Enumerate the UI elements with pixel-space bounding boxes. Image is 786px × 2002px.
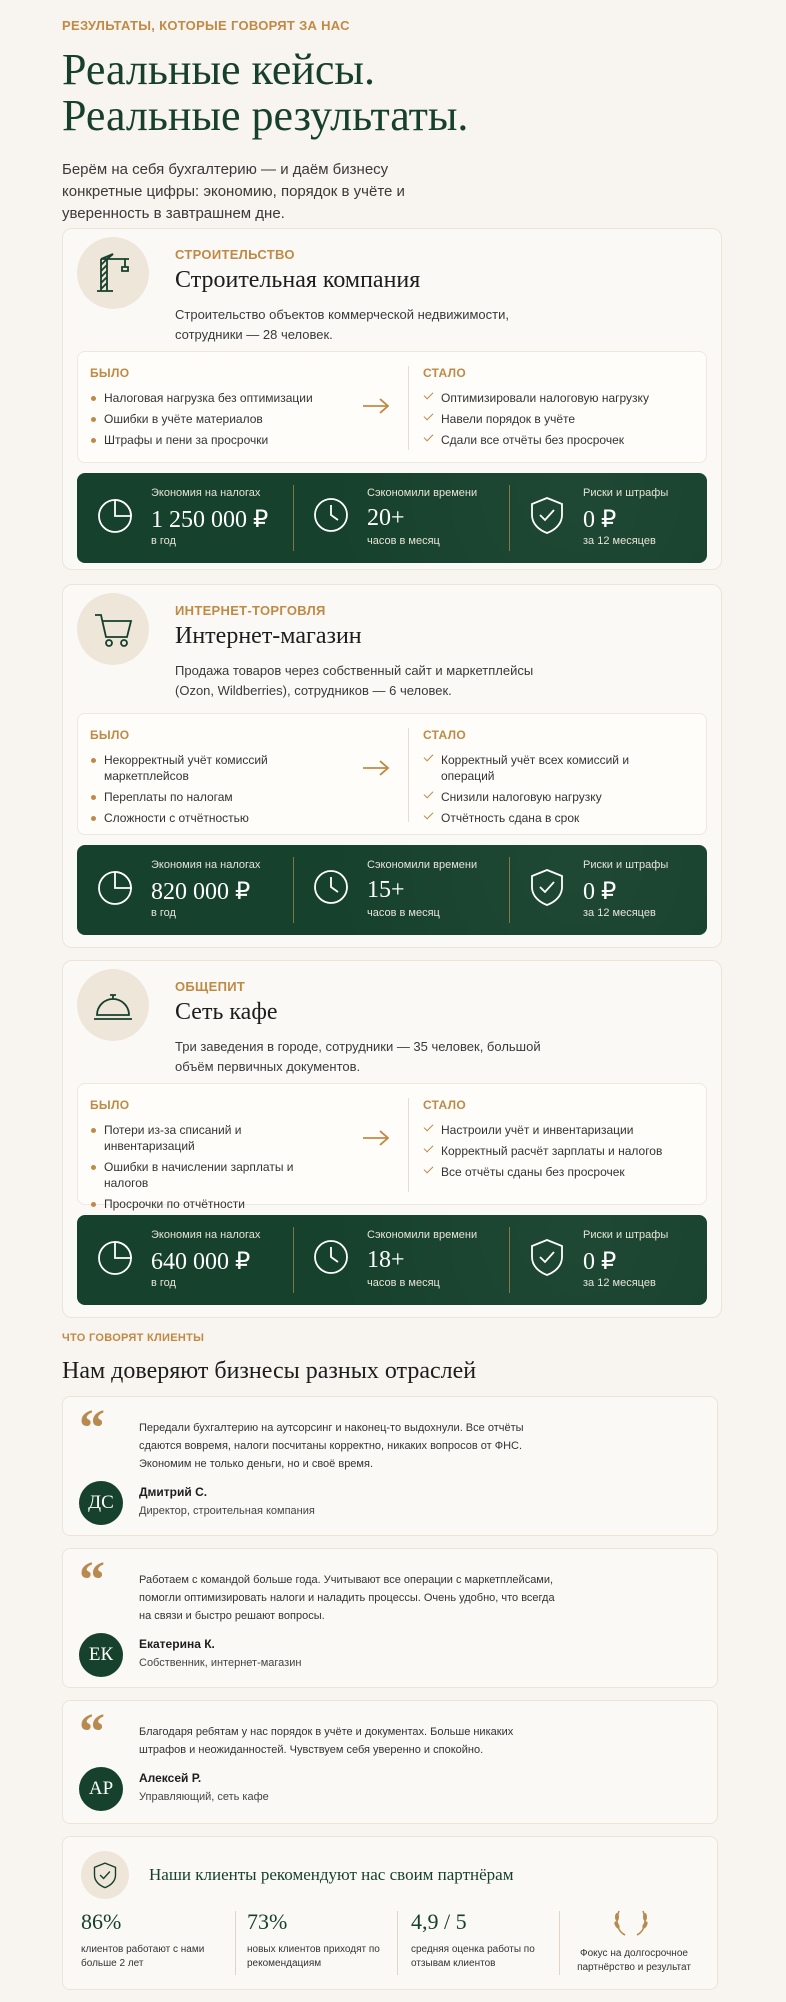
- stat-value: 820 000 ₽: [151, 879, 251, 905]
- stat-label: клиентов работают с нами больше 2 лет: [81, 1944, 205, 1969]
- partnership-label: Фокус на долгосрочное партнёрство и результат: [577, 1948, 691, 1973]
- testimonials-header: [62, 1332, 722, 1385]
- avatar: ЕК: [79, 1633, 123, 1677]
- case-category: ОБЩЕПИТ: [175, 979, 246, 994]
- after-heading: СТАЛО: [423, 366, 467, 380]
- stat-value: 4,9 / 5: [411, 1909, 467, 1934]
- after-item: Отчётность сдана в срок: [423, 810, 633, 826]
- shield-check-icon: [81, 1851, 129, 1899]
- quote-icon: “: [79, 1704, 105, 1761]
- pie-chart-icon: [95, 867, 135, 907]
- author-name: Дмитрий С.: [139, 1485, 208, 1499]
- stat-label: Риски и штрафы: [583, 859, 669, 871]
- hero-section: [62, 18, 622, 225]
- stat-value: 18+: [367, 1247, 405, 1273]
- before-after-panel: [77, 713, 707, 835]
- tax-savings-stat: [77, 1215, 287, 1305]
- after-item: Настроили учёт и инвентаризации: [423, 1122, 683, 1138]
- before-item: Сложности с отчётностью: [90, 810, 290, 826]
- author-name: Екатерина К.: [139, 1637, 215, 1651]
- hero-title-line1: Реальные кейсы.: [62, 45, 375, 94]
- stat-label: средняя оценка работы по отзывам клиентов: [411, 1944, 535, 1969]
- avatar: АР: [79, 1767, 123, 1811]
- stat-value: 0 ₽: [583, 879, 617, 905]
- laurel-icon: [611, 1907, 651, 1937]
- before-item: Ошибки в учёте материалов: [90, 411, 350, 427]
- after-item: Корректный расчёт зарплаты и налогов: [423, 1143, 683, 1159]
- before-heading: БЫЛО: [90, 728, 130, 742]
- clock-icon: [311, 495, 351, 535]
- stat-value: 20+: [367, 505, 405, 531]
- author-role: Директор, строительная компания: [139, 1505, 315, 1517]
- stat-sub: часов в месяц: [367, 535, 440, 547]
- stat-label: Риски и штрафы: [583, 487, 669, 499]
- testimonial-card: [62, 1396, 718, 1536]
- before-column: [90, 366, 350, 453]
- crane-icon: [77, 237, 149, 309]
- shield-check-icon: [527, 1237, 567, 1277]
- before-item: Ошибки в начислении зарплаты и налогов: [90, 1159, 300, 1191]
- case-header: [63, 961, 721, 1083]
- before-item: Штрафы и пени за просрочки: [90, 432, 350, 448]
- case-title: Интернет-магазин: [175, 623, 362, 649]
- after-item: Навели порядок в учёте: [423, 411, 683, 427]
- time-saved-stat: [293, 845, 503, 935]
- stat-sub: часов в месяц: [367, 1277, 440, 1289]
- clock-icon: [311, 867, 351, 907]
- retention-stat: [81, 1909, 241, 1971]
- referral-stat: [247, 1909, 407, 1971]
- case-description: Продажа товаров через собственный сайт и маркетплейсы (Ozon, Wildberries), сотрудников — 6 человек.: [175, 663, 534, 698]
- risk-stat: [509, 473, 719, 563]
- stat-sub: часов в месяц: [367, 907, 440, 919]
- after-item: Оптимизировали налоговую нагрузку: [423, 390, 683, 406]
- before-heading: БЫЛО: [90, 1098, 130, 1112]
- tax-savings-stat: [77, 845, 287, 935]
- shield-check-icon: [527, 867, 567, 907]
- stat-label: Сэкономили времени: [367, 859, 478, 871]
- results-panel: [77, 1215, 707, 1305]
- results-panel: [77, 473, 707, 563]
- testimonial-text: Благодаря ребятам у нас порядок в учёте и документах. Больше никаких штрафов и неожиданностей. Чувствуем себя уверенно и спокойно.: [139, 1726, 514, 1756]
- hero-title: [62, 47, 622, 139]
- stat-value: 0 ₽: [583, 1249, 617, 1275]
- before-item: Переплаты по налогам: [90, 789, 290, 805]
- after-item: Корректный учёт всех комиссий и операций: [423, 752, 633, 784]
- avatar: ДС: [79, 1481, 123, 1525]
- stat-label: Экономия на налогах: [151, 1229, 261, 1241]
- case-card-catering: [62, 960, 722, 1318]
- before-after-panel: [77, 1083, 707, 1211]
- stat-value: 73%: [247, 1909, 288, 1934]
- before-column: [90, 728, 290, 831]
- recommendation-title: Наши клиенты рекомендуют нас своим партнёрам: [149, 1865, 514, 1884]
- author-name: Алексей Р.: [139, 1771, 202, 1785]
- recommendation-panel: [62, 1836, 718, 1990]
- testimonial-card: [62, 1700, 718, 1824]
- after-column: [423, 366, 683, 453]
- after-heading: СТАЛО: [423, 1098, 467, 1112]
- testimonials-eyebrow: ЧТО ГОВОРЯТ КЛИЕНТЫ: [62, 1332, 205, 1344]
- tax-savings-stat: [77, 473, 287, 563]
- time-saved-stat: [293, 1215, 503, 1305]
- case-title: Сеть кафе: [175, 999, 278, 1025]
- before-item: Потери из-за списаний и инвентаризаций: [90, 1122, 300, 1154]
- stat-value: 640 000 ₽: [151, 1249, 251, 1275]
- stat-value: 15+: [367, 877, 405, 903]
- divider: [397, 1911, 398, 1975]
- case-description: Строительство объектов коммерческой недвижимости, сотрудники — 28 человек.: [175, 307, 509, 342]
- stat-sub: за 12 месяцев: [583, 1277, 656, 1289]
- risk-stat: [509, 1215, 719, 1305]
- hero-eyebrow: РЕЗУЛЬТАТЫ, КОТОРЫЕ ГОВОРЯТ ЗА НАС: [62, 18, 350, 33]
- case-category: ИНТЕРНЕТ-ТОРГОВЛЯ: [175, 603, 326, 618]
- case-header: [63, 585, 721, 713]
- case-card-ecommerce: [62, 584, 722, 948]
- before-item: Налоговая нагрузка без оптимизации: [90, 390, 350, 406]
- before-heading: БЫЛО: [90, 366, 130, 380]
- divider: [408, 1098, 409, 1192]
- arrow-right-icon: [361, 758, 391, 778]
- results-panel: [77, 845, 707, 935]
- risk-stat: [509, 845, 719, 935]
- pie-chart-icon: [95, 495, 135, 535]
- author-role: Управляющий, сеть кафе: [139, 1791, 269, 1803]
- stat-label: Экономия на налогах: [151, 487, 261, 499]
- time-saved-stat: [293, 473, 503, 563]
- stat-value: 1 250 000 ₽: [151, 507, 269, 533]
- divider: [235, 1911, 236, 1975]
- quote-icon: “: [79, 1400, 105, 1457]
- clock-icon: [311, 1237, 351, 1277]
- testimonial-text: Передали бухгалтерию на аутсорсинг и наконец-то выдохнули. Все отчёты сдаются вовремя, налоги посчитаны корректно, никаких вопросов от ФНС. Экономим не только деньги, но и своё время.: [139, 1422, 524, 1470]
- case-category: СТРОИТЕЛЬСТВО: [175, 247, 295, 262]
- stat-label: Экономия на налогах: [151, 859, 261, 871]
- author-role: Собственник, интернет-магазин: [139, 1657, 302, 1669]
- stat-sub: в год: [151, 535, 176, 547]
- divider: [408, 366, 409, 450]
- after-heading: СТАЛО: [423, 728, 467, 742]
- stat-sub: за 12 месяцев: [583, 535, 656, 547]
- stat-label: Сэкономили времени: [367, 487, 478, 499]
- hero-title-line2: Реальные результаты.: [62, 91, 469, 140]
- after-item: Сдали все отчёты без просрочек: [423, 432, 683, 448]
- cloche-icon: [77, 969, 149, 1041]
- quote-icon: “: [79, 1552, 105, 1609]
- stat-label: новых клиентов приходят по рекомендациям: [247, 1944, 380, 1969]
- case-title: Строительная компания: [175, 267, 421, 293]
- testimonial-text: Работаем с командой больше года. Учитывают все операции с маркетплейсами, помогли оптимизировать налоги и наладить процессы. Очень удобно, что всегда на связи и быстро решают вопросы.: [139, 1574, 555, 1622]
- stat-label: Риски и штрафы: [583, 1229, 669, 1241]
- arrow-right-icon: [361, 1128, 391, 1148]
- after-column: [423, 1098, 683, 1185]
- shield-check-icon: [527, 495, 567, 535]
- rating-stat: [411, 1909, 571, 1971]
- after-column: [423, 728, 633, 831]
- stat-sub: в год: [151, 1277, 176, 1289]
- case-card-construction: [62, 228, 722, 570]
- after-item: Все отчёты сданы без просрочек: [423, 1164, 683, 1180]
- shopping-cart-icon: [77, 593, 149, 665]
- divider: [408, 728, 409, 822]
- hero-subtitle: Берём на себя бухгалтерию — и даём бизнесу конкретные цифры: экономию, порядок в учёте и уверенность в завтрашнем дне.: [62, 161, 405, 222]
- before-item: Некорректный учёт комиссий маркетплейсов: [90, 752, 290, 784]
- before-item: Просрочки по отчётности: [90, 1196, 300, 1212]
- stat-sub: за 12 месяцев: [583, 907, 656, 919]
- stat-label: Сэкономили времени: [367, 1229, 478, 1241]
- arrow-right-icon: [361, 396, 391, 416]
- case-header: [63, 229, 721, 351]
- before-column: [90, 1098, 300, 1217]
- stat-sub: в год: [151, 907, 176, 919]
- pie-chart-icon: [95, 1237, 135, 1277]
- before-after-panel: [77, 351, 707, 463]
- after-item: Снизили налоговую нагрузку: [423, 789, 633, 805]
- testimonials-title: Нам доверяют бизнесы разных отраслей: [62, 1358, 477, 1384]
- testimonial-card: [62, 1548, 718, 1688]
- stat-value: 86%: [81, 1909, 122, 1934]
- case-description: Три заведения в городе, сотрудники — 35 человек, большой объём первичных документов.: [175, 1039, 541, 1074]
- stat-value: 0 ₽: [583, 507, 617, 533]
